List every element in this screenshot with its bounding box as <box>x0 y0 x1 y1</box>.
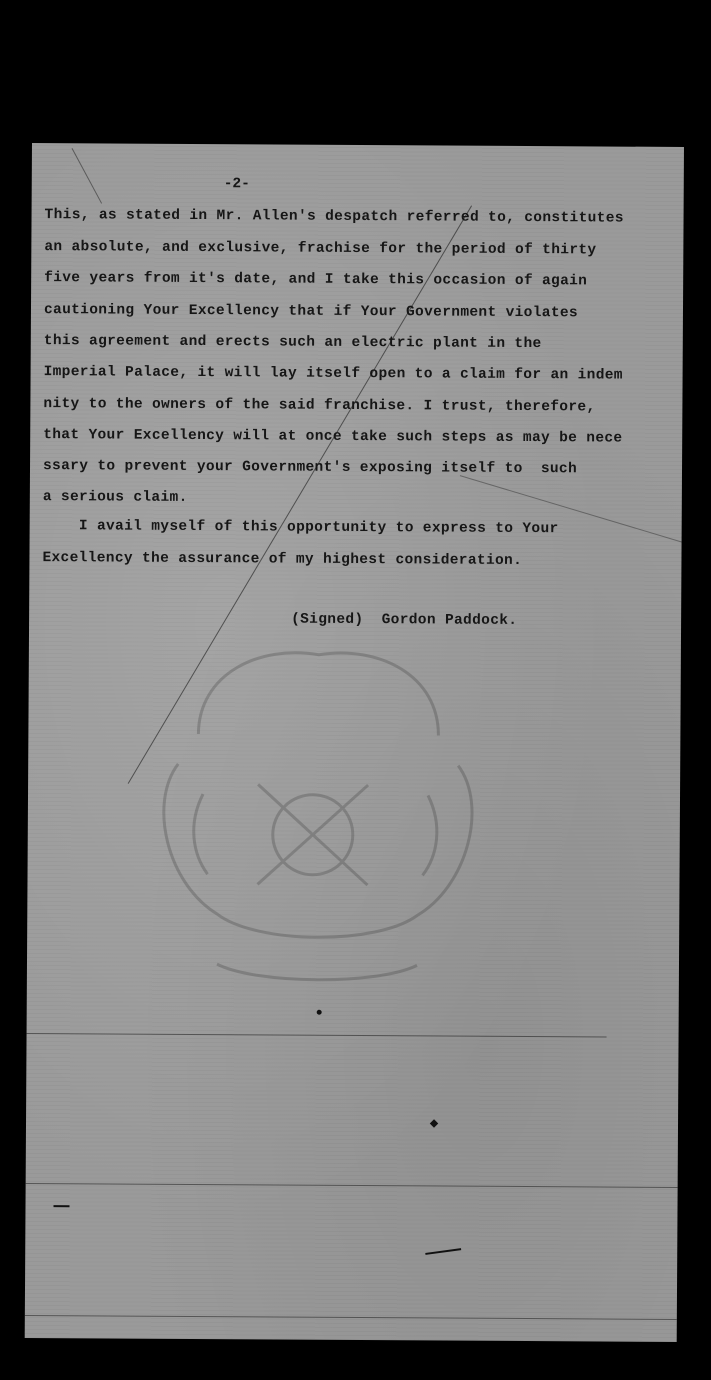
body-line: cautioning Your Excellency that if Your Government violates <box>43 302 579 322</box>
body-line: nity to the owners of the said franchise. I trust, therefore, <box>43 396 596 416</box>
body-line: Imperial Palace, it will lay itself open to a claim for an indem <box>43 364 623 384</box>
body-line: five years from it's date, and I take this occasion of again <box>44 270 588 290</box>
film-scratch <box>25 143 684 1342</box>
body-line: a serious claim. <box>42 489 188 506</box>
body-line: an absolute, and exclusive, frachise for the period of thirty <box>44 239 597 259</box>
closing-line: I avail myself of this opportunity to express to Your <box>42 518 559 538</box>
ink-speck <box>317 1010 322 1015</box>
signature: (Signed) Gordon Paddock. <box>291 611 518 629</box>
closing-line: Excellency the assurance of my highest consideration. <box>42 550 523 570</box>
ink-speck <box>53 1205 69 1207</box>
page-number: -2- <box>223 176 250 193</box>
body-line: This, as stated in Mr. Allen's despatch referred to, constitutes <box>44 207 624 227</box>
body-line: ssary to prevent your Government's exposing itself to such <box>42 458 578 478</box>
body-line: that Your Excellency will at once take such steps as may be nece <box>43 427 623 447</box>
document-page <box>25 143 684 1342</box>
body-line: this agreement and erects such an electric plant in the <box>43 333 542 353</box>
